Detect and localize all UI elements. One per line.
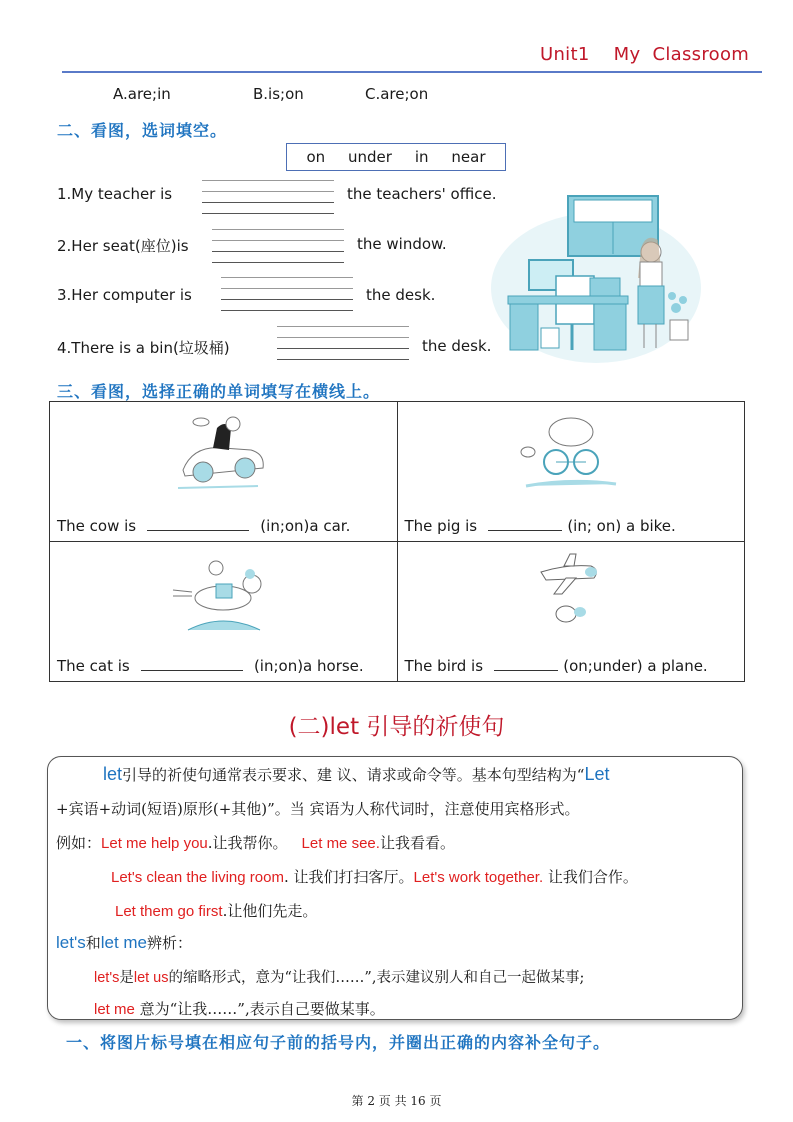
example-line-3 [115,900,317,921]
lets-explanation [94,966,584,987]
example-en: Let's clean the living room [111,869,284,886]
question-4-prefix: 4.There is a bin(垃圾桶) [57,339,230,357]
word-bank-item: near [451,148,486,166]
question-1-suffix: the teachers' office. [347,185,497,203]
option-b: B.is;on [253,85,304,103]
let-us-word: let us [133,970,169,986]
question-3-suffix: the desk. [366,286,436,304]
compare-heading [56,932,192,953]
question-2-answer-lines[interactable] [212,229,344,273]
question-cell-cat [50,542,398,682]
cow-answer-blank[interactable] [147,514,249,531]
page-number: 第 2 页 共 16 页 [351,1094,442,1108]
question-1-answer-lines[interactable] [202,180,334,224]
classroom-illustration [486,188,706,366]
next-section-heading: 一、将图片标号填在相应句子前的括号内，并圈出正确的内容补全句子。 [66,1033,611,1052]
unit-title: Unit1 My Classroom [540,44,750,65]
word-bank-item: on [306,148,326,166]
question-4-answer-lines[interactable] [277,326,409,370]
question-2-suffix: the window. [357,235,447,253]
cat-on-horse-illustration [168,550,278,634]
question-cell-cow [50,402,398,542]
section3-heading: 三、看图，选择正确的单词填写在横线上。 [57,382,381,401]
cat-question-suffix: (in;on)a horse. [253,657,364,675]
quote-open: “ [576,766,585,784]
example-en: Let me help you [101,835,208,852]
grammar-intro-line [103,764,610,785]
keyword-let-structure: Let [584,764,610,784]
example-en: Let them go first [115,903,223,920]
letme-word: let me [94,1001,135,1018]
example-line-1 [56,832,455,853]
example-en: Let's work together. [413,869,544,886]
letme-explain-text: 意为“让我……”,表示自己要做某事。 [134,1000,385,1018]
cow-in-car-illustration [173,410,273,492]
letme-explanation [94,998,385,1019]
compare-letme: let me [100,933,148,952]
cow-question-prefix: The cow is [57,517,137,535]
cat-question-prefix: The cat is [57,657,130,675]
pig-question-suffix: (in; on) a bike. [567,517,676,535]
compare-lets: let's [56,933,86,952]
grammar-section-title: (二)let 引导的祈使句 [288,714,505,740]
option-c: C.are;on [365,85,429,103]
example-label: 例如： [56,834,102,852]
section2-heading: 二、看图，选词填空。 [57,121,228,140]
example-en: Let me see. [301,835,380,852]
picture-question-table [49,401,745,682]
word-bank [286,143,506,171]
pig-answer-blank[interactable] [488,514,562,531]
lets-word: let's [94,970,120,986]
compare-suffix: 辨析： [147,934,193,952]
question-cell-pig [397,402,745,542]
word-bank-item: under [348,148,392,166]
grammar-structure-line: +宾语+动词(短语)原形(+其他)”。当 宾语为人称代词时，注意使用宾格形式。 [56,800,580,818]
bird-question-prefix: The bird is [404,657,484,675]
example-zh: 让我们合作。 [543,868,638,886]
pig-question-prefix: The pig is [404,517,478,535]
example-line-2 [111,866,638,887]
word-bank-item: in [414,148,429,166]
question-2-prefix: 2.Her seat(座位)is [57,237,189,255]
question-3-answer-lines[interactable] [221,277,353,321]
question-3-prefix: 3.Her computer is [57,286,192,304]
example-zh: .让我帮你。 [207,834,288,852]
option-a: A.are;in [113,85,171,103]
question-1-prefix: 1.My teacher is [57,185,173,203]
question-4-suffix: the desk. [422,337,492,355]
lets-explain-text: 的缩略形式，意为“让我们……”,表示建议别人和自己一起做某事; [168,970,585,986]
example-zh: 让我看看。 [379,834,455,852]
example-zh: .让他们先走。 [222,902,318,920]
bird-answer-blank[interactable] [494,654,558,671]
cat-answer-blank[interactable] [141,654,243,671]
intro-text: 引导的祈使句通常表示要求、建 议、请求或命令等。基本句型结构为 [122,766,577,784]
lets-is: 是 [119,970,134,986]
pig-on-bike-illustration [516,410,626,492]
compare-and: 和 [85,934,101,952]
cow-question-suffix: (in;on)a car. [260,517,351,535]
question-cell-bird [397,542,745,682]
example-zh: . 让我们打扫客厅。 [283,868,414,886]
header-divider [62,71,762,73]
bird-question-suffix: (on;under) a plane. [563,657,708,675]
keyword-let: let [103,764,123,784]
bird-under-plane-illustration [536,550,606,630]
